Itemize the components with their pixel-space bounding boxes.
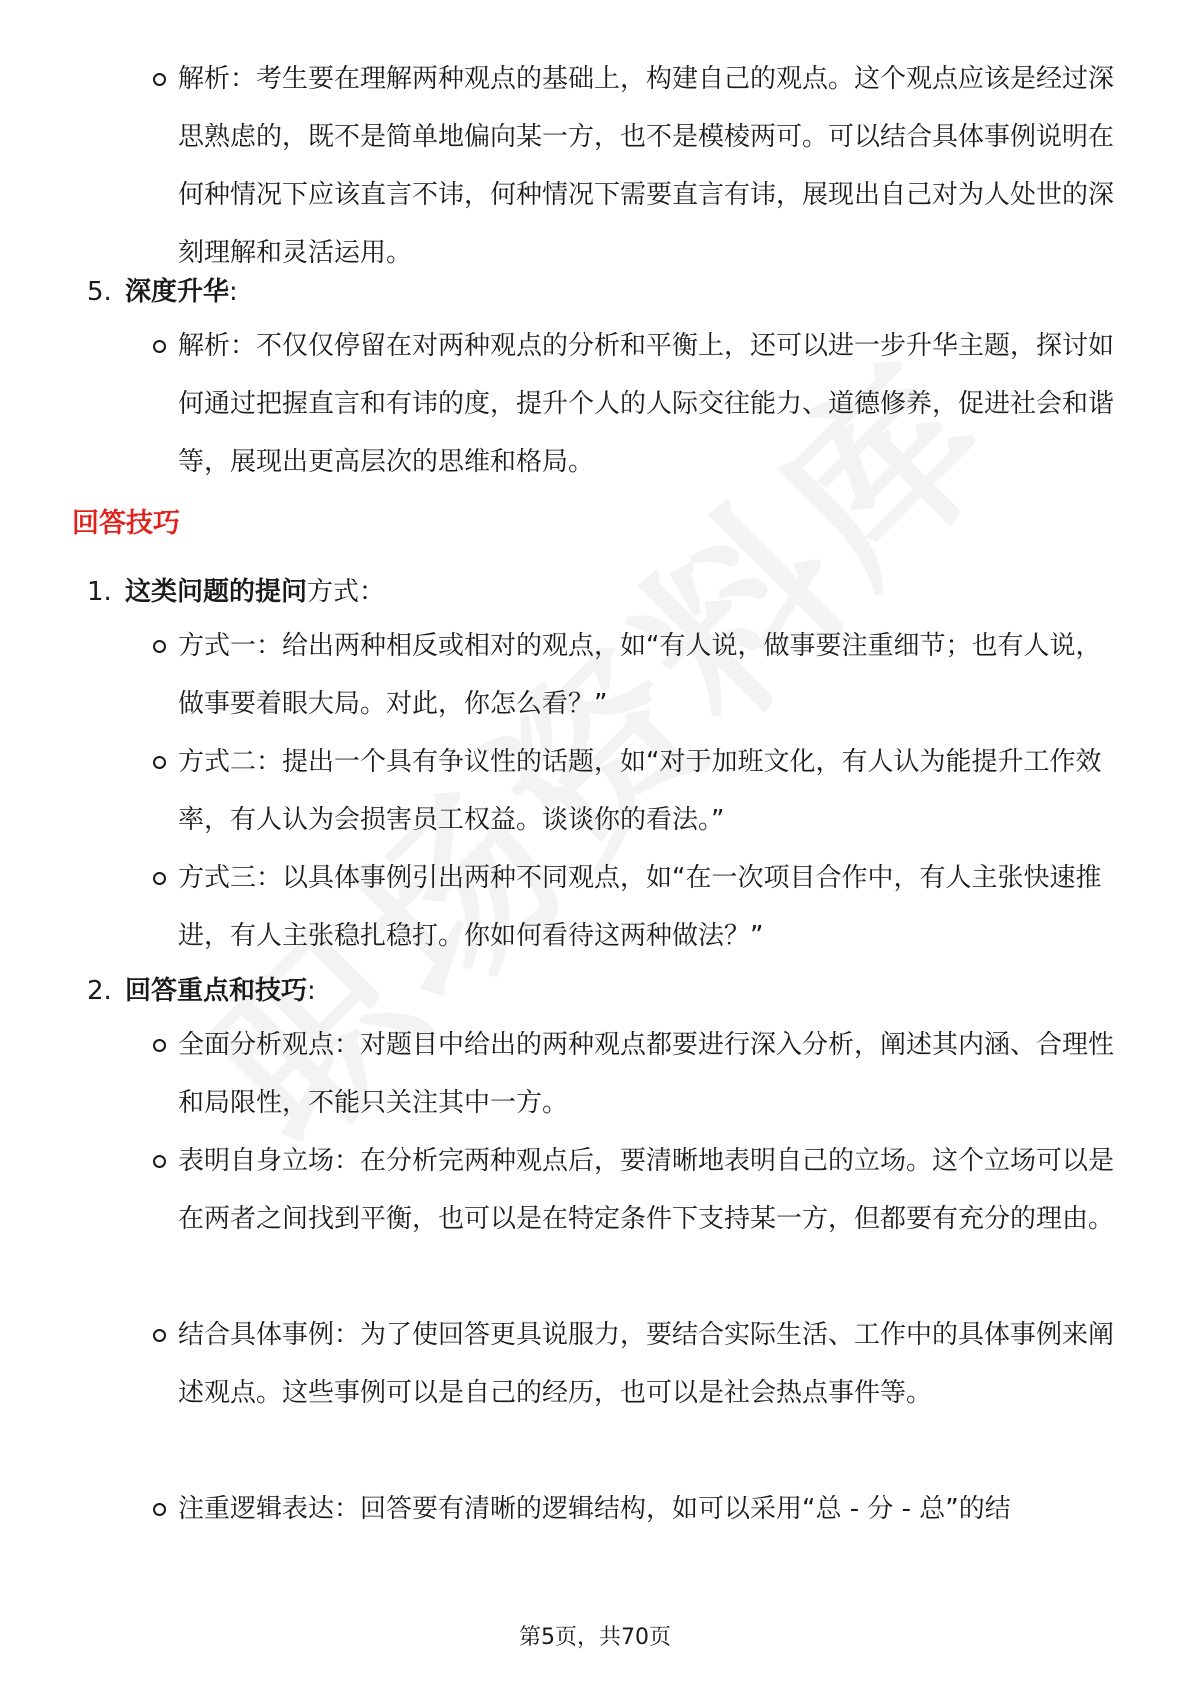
list-heading-2-rest: :: [307, 976, 316, 1006]
bullet-icon: [153, 756, 166, 769]
list-item: 注重逻辑表达：回答要有清晰的逻辑结构，如可以采用“总 - 分 - 总”的结: [178, 1494, 1011, 1524]
list-item: 方式一：给出两种相反或相对的观点，如“有人说，做事要注重细节；也有人说，做事要着眼大局。对此，你怎么看？”: [178, 631, 1102, 719]
list-heading-1-rest: 方式：: [307, 577, 386, 607]
paragraph-analysis-2: 解析：不仅仅停留在对两种观点的分析和平衡上，还可以进一步升华主题，探讨如何通过把握直言和有讳的度，提升个人的人际交往能力、道德修养，促进社会和谐等，展现出更高层次的思维和格局。: [178, 331, 1115, 477]
list-item: 表明自身立场：在分析完两种观点后，要清晰地表明自己的立场。这个立场可以是在两者之间找到平衡，也可以是在特定条件下支持某一方，但都要有充分的理由。: [178, 1146, 1115, 1234]
list-item: 全面分析观点：对题目中给出的两种观点都要进行深入分析，阐述其内涵、合理性和局限性，不能只关注其中一方。: [178, 1030, 1115, 1118]
bullet-icon: [153, 340, 166, 353]
list-number-2: 2.: [87, 976, 112, 1006]
bullet-icon: [153, 1329, 166, 1342]
list-heading-5: [125, 263, 238, 321]
list-heading-2: [125, 962, 316, 1020]
paragraph-analysis-1: 解析：考生要在理解两种观点的基础上，构建自己的观点。这个观点应该是经过深思熟虑的，既不是简单地偏向某一方，也不是模棱两可。可以结合具体事例说明在何种情况下应该直言不讳，何种情况下需要直言有讳，展现出自己对为人处世的深刻理解和灵活运用。: [178, 64, 1115, 268]
list-heading-5-rest: :: [229, 277, 238, 307]
bullet-icon: [153, 872, 166, 885]
list-item: 结合具体事例：为了使回答更具说服力，要结合实际生活、工作中的具体事例来阐述观点。这些事例可以是自己的经历，也可以是社会热点事件等。: [178, 1320, 1115, 1408]
bullet-icon: [153, 640, 166, 653]
list-number-1: 1.: [87, 577, 112, 607]
list-heading-1-bold: 这类问题的提问: [125, 577, 308, 607]
list-number-5: 5.: [87, 277, 112, 307]
section-title: 回答技巧: [72, 508, 180, 539]
list-item: 方式二：提出一个具有争议性的话题，如“对于加班文化，有人认为能提升工作效率，有人认为会损害员工权益。谈谈你的看法。”: [178, 747, 1102, 835]
bullet-icon: [153, 1039, 166, 1052]
bullet-icon: [153, 1503, 166, 1516]
bullet-icon: [153, 73, 166, 86]
page-number: 第5页，共70页: [519, 1625, 671, 1650]
list-heading-5-bold: 深度升华: [125, 277, 230, 307]
list-heading-1: [125, 563, 385, 621]
list-heading-2-bold: 回答重点和技巧: [125, 976, 308, 1006]
bullet-icon: [153, 1155, 166, 1168]
list-item: 方式三：以具体事例引出两种不同观点，如“在一次项目合作中，有人主张快速推进，有人主张稳扎稳打。你如何看待这两种做法？”: [178, 863, 1102, 951]
